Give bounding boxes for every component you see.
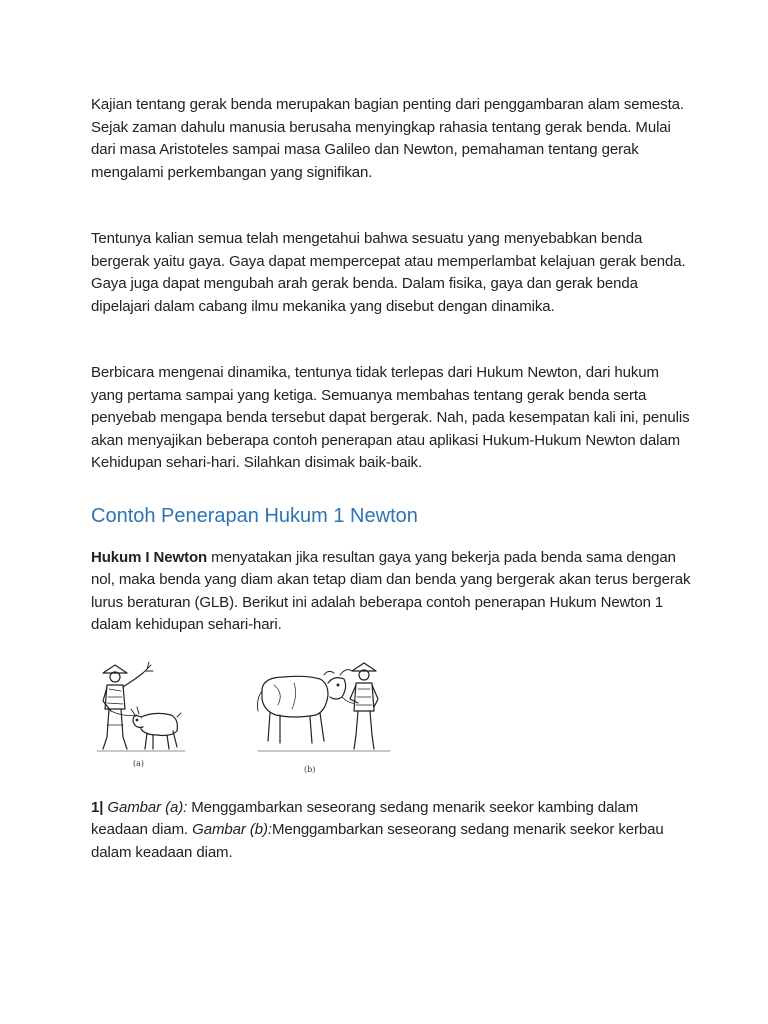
law-term: Hukum I Newton bbox=[91, 548, 208, 566]
figure-a-label: (a) bbox=[133, 758, 145, 768]
figure-b-label: (b) bbox=[304, 764, 316, 774]
figure-a bbox=[93, 659, 189, 779]
example-number: 1| bbox=[91, 798, 104, 816]
example-1-paragraph bbox=[91, 797, 691, 865]
figure-b-reference: Gambar (b): bbox=[192, 821, 272, 838]
figure-b-description: Menggambarkan seseorang sedang menarik seekor kerbau dalam keadaan diam. bbox=[91, 821, 664, 861]
newton-law-paragraph bbox=[91, 547, 691, 637]
document-content bbox=[91, 94, 691, 864]
section-heading: Contoh Penerapan Hukum 1 Newton bbox=[91, 504, 418, 527]
intro-paragraph-3: Berbicara mengenai dinamika, tentunya tidak terlepas dari Hukum Newton, dari hukum yang pertama sampai yang ketiga. Semuanya membahas tentang gerak benda serta penyebab mengapa benda tersebut dapat bergerak. Nah, pada kesempatan kali ini, penulis akan menyajikan beberapa contoh penerapan atau aplikasi Hukum-Hukum Newton dalam Kehidupan sehari-hari. Silahkan disimak baik-baik. bbox=[91, 364, 690, 471]
law-description: menyatakan jika resultan gaya yang bekerja pada benda sama dengan nol, maka benda yang diam akan tetap diam dan benda yang bergerak akan terus bergerak lurus beraturan (GLB). Berikut ini adalah beberapa contoh penerapan Hukum Newton 1 dalam kehidupan sehari-hari. bbox=[91, 548, 691, 633]
intro-paragraph-1: Kajian tentang gerak benda merupakan bagian penting dari penggambaran alam semesta. Sejak zaman dahulu manusia berusaha menyingkap rahasia tentang gerak benda. Mulai dari masa Aristoteles sampai masa Galileo dan Newton, pemahaman tentang gerak mengalami perkembangan yang signifikan. bbox=[91, 96, 684, 181]
figure-row bbox=[91, 659, 691, 781]
figure-b bbox=[254, 659, 394, 779]
man-pulling-goat-illustration bbox=[93, 659, 189, 769]
figure-a-reference: Gambar (a): bbox=[107, 798, 188, 816]
man-pulling-buffalo-illustration bbox=[254, 659, 394, 769]
intro-paragraph-2: Tentunya kalian semua telah mengetahui bahwa sesuatu yang menyebabkan benda bergerak yaitu gaya. Gaya dapat mempercepat atau memperlambat kelajuan gerak benda. Gaya juga dapat mengubah arah gerak benda. Dalam fisika, gaya dan gerak benda dipelajari dalam cabang ilmu mekanika yang disebut dengan dinamika. bbox=[91, 230, 686, 315]
figure-a-description: Menggambarkan seseorang sedang menarik seekor kambing dalam keadaan diam. bbox=[91, 798, 639, 838]
